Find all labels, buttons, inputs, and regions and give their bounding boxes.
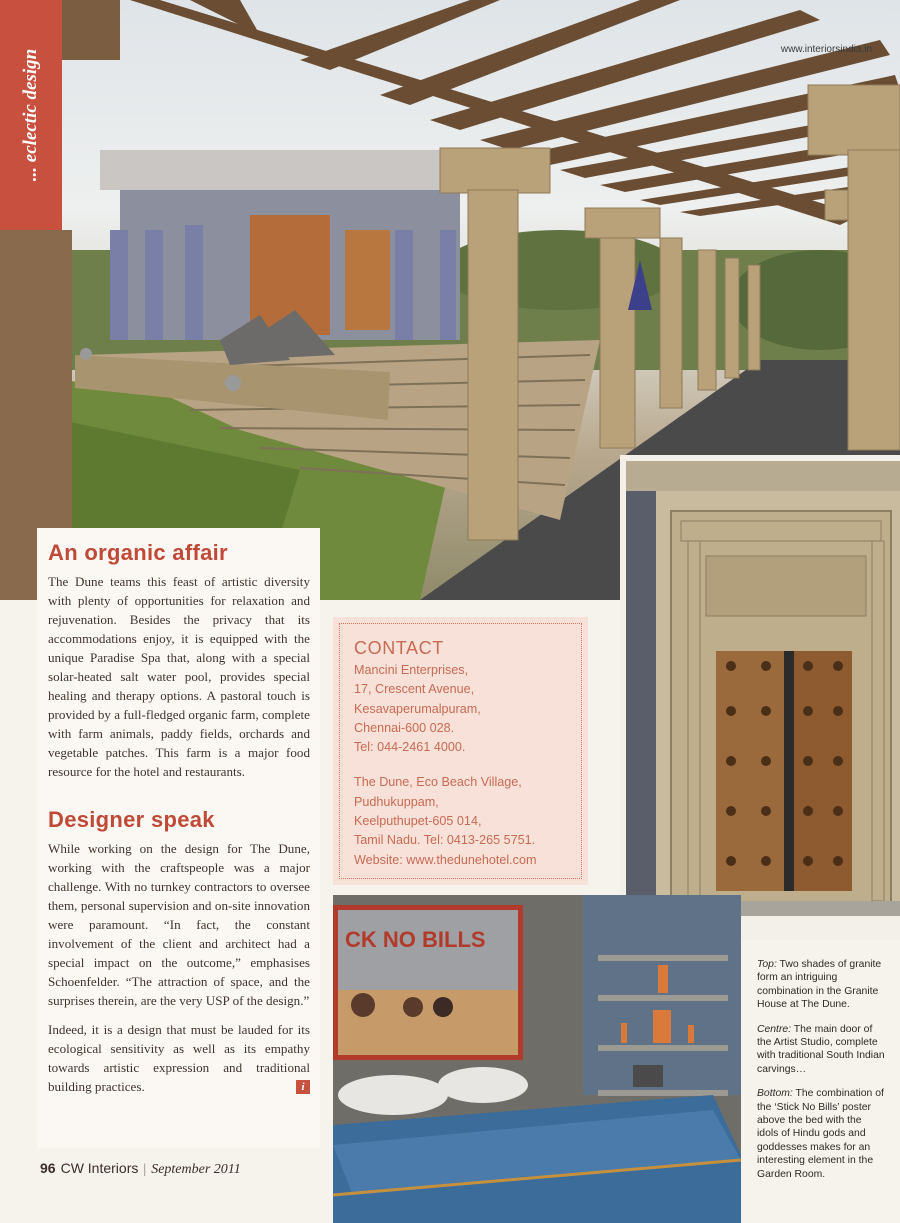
bedroom-photo <box>333 895 741 1223</box>
caption-bottom <box>757 1087 885 1181</box>
section-tab-label: ... eclectic design <box>20 48 41 182</box>
website-url: www.interiorsindia.in <box>780 44 872 55</box>
contact-title: CONTACT <box>354 638 444 658</box>
page-footer <box>40 1160 241 1178</box>
contact-line: Chennai-600 028. <box>354 720 455 735</box>
contact-website: Website: www.thedunehotel.com <box>354 852 537 867</box>
contact-box <box>333 617 588 885</box>
article-column <box>37 528 320 1148</box>
caption-centre <box>757 1023 885 1077</box>
contact-line: Mancini Enterprises, <box>354 663 469 677</box>
page-number: 96 <box>40 1160 56 1176</box>
caption-text: The main door of the Artist Studio, complete with traditional South Indian carvings… <box>757 1023 885 1075</box>
bedroom-illustration <box>333 895 741 1223</box>
contact-line: 17, Crescent Avenue, <box>354 682 475 697</box>
contact-phone: Tamil Nadu. Tel: 0413-265 5751. <box>354 833 536 848</box>
heading-organic-affair: An organic affair <box>48 540 228 565</box>
door-photo <box>620 455 900 940</box>
section-tab <box>0 0 62 230</box>
caption-text: Two shades of granite form an intriguing combination in the Granite House at The Dune. <box>757 959 882 1011</box>
caption-top <box>757 958 885 1012</box>
caption-text: The combination of the ‘Stick No Bills’ poster above the bed with the idols of Hindu gods and goddesses makes for an interesting element in the Garden Room. <box>757 1088 884 1180</box>
contact-line: Keelputhupet-605 014, <box>354 814 482 829</box>
heading-designer-speak: Designer speak <box>48 807 215 832</box>
footer-separator: | <box>143 1162 147 1177</box>
contact-box-inner <box>339 623 582 879</box>
photo-captions <box>757 958 885 1192</box>
contact-line: The Dune, Eco Beach Village, <box>354 775 522 790</box>
article-paragraph-1: The Dune teams this feast of artistic diversity with plenty of opportunities for relaxation and rejuvenation. Besides the privacy that its accommodations enjoy, it is equipped with the unique Paradise Spa that, along with a special solar-heated salt water pool, provides special healing and therapy options. A pastoral touch is provided by a full-fledged organic farm, complete with farm animals, paddy fields, orchards and vegetable patches. This farm is a major food resource for the hotel and restaurants. <box>48 574 310 779</box>
contact-spacer <box>354 757 571 773</box>
contact-line: Pudhukuppam, <box>354 794 439 809</box>
contact-phone: Tel: 044-2461 4000. <box>354 740 466 755</box>
magazine-name: CW Interiors <box>60 1160 139 1176</box>
end-of-article-icon: i <box>296 1080 310 1094</box>
carved-door-illustration <box>626 461 900 916</box>
issue-date: September 2011 <box>151 1162 241 1177</box>
contact-line: Kesavaperumalpuram, <box>354 701 481 716</box>
poster-text: CK NO BILLS <box>345 927 486 952</box>
article-paragraph-2: While working on the design for The Dune, working with the craftspeople was a major challenge. With no turnkey contractors to oversee them, personal supervision and on-site innovation were paramount. “In fact, the constant involvement of the client and architect had a special impact on the outcome,” emphasises Schoenfelder. “The attraction of space, and the surprises therein, are the very USP of the design.” <box>48 841 310 1008</box>
article-paragraph-3 <box>48 1020 310 1096</box>
caption-label: Centre: <box>757 1023 792 1035</box>
article-paragraph-3-text: Indeed, it is a design that must be lauded for its ecological sensitivity as well as its empathy towards artistic expression and traditional building practices. <box>48 1022 310 1094</box>
caption-label: Top: <box>757 959 777 970</box>
caption-label: Bottom: <box>757 1088 793 1100</box>
